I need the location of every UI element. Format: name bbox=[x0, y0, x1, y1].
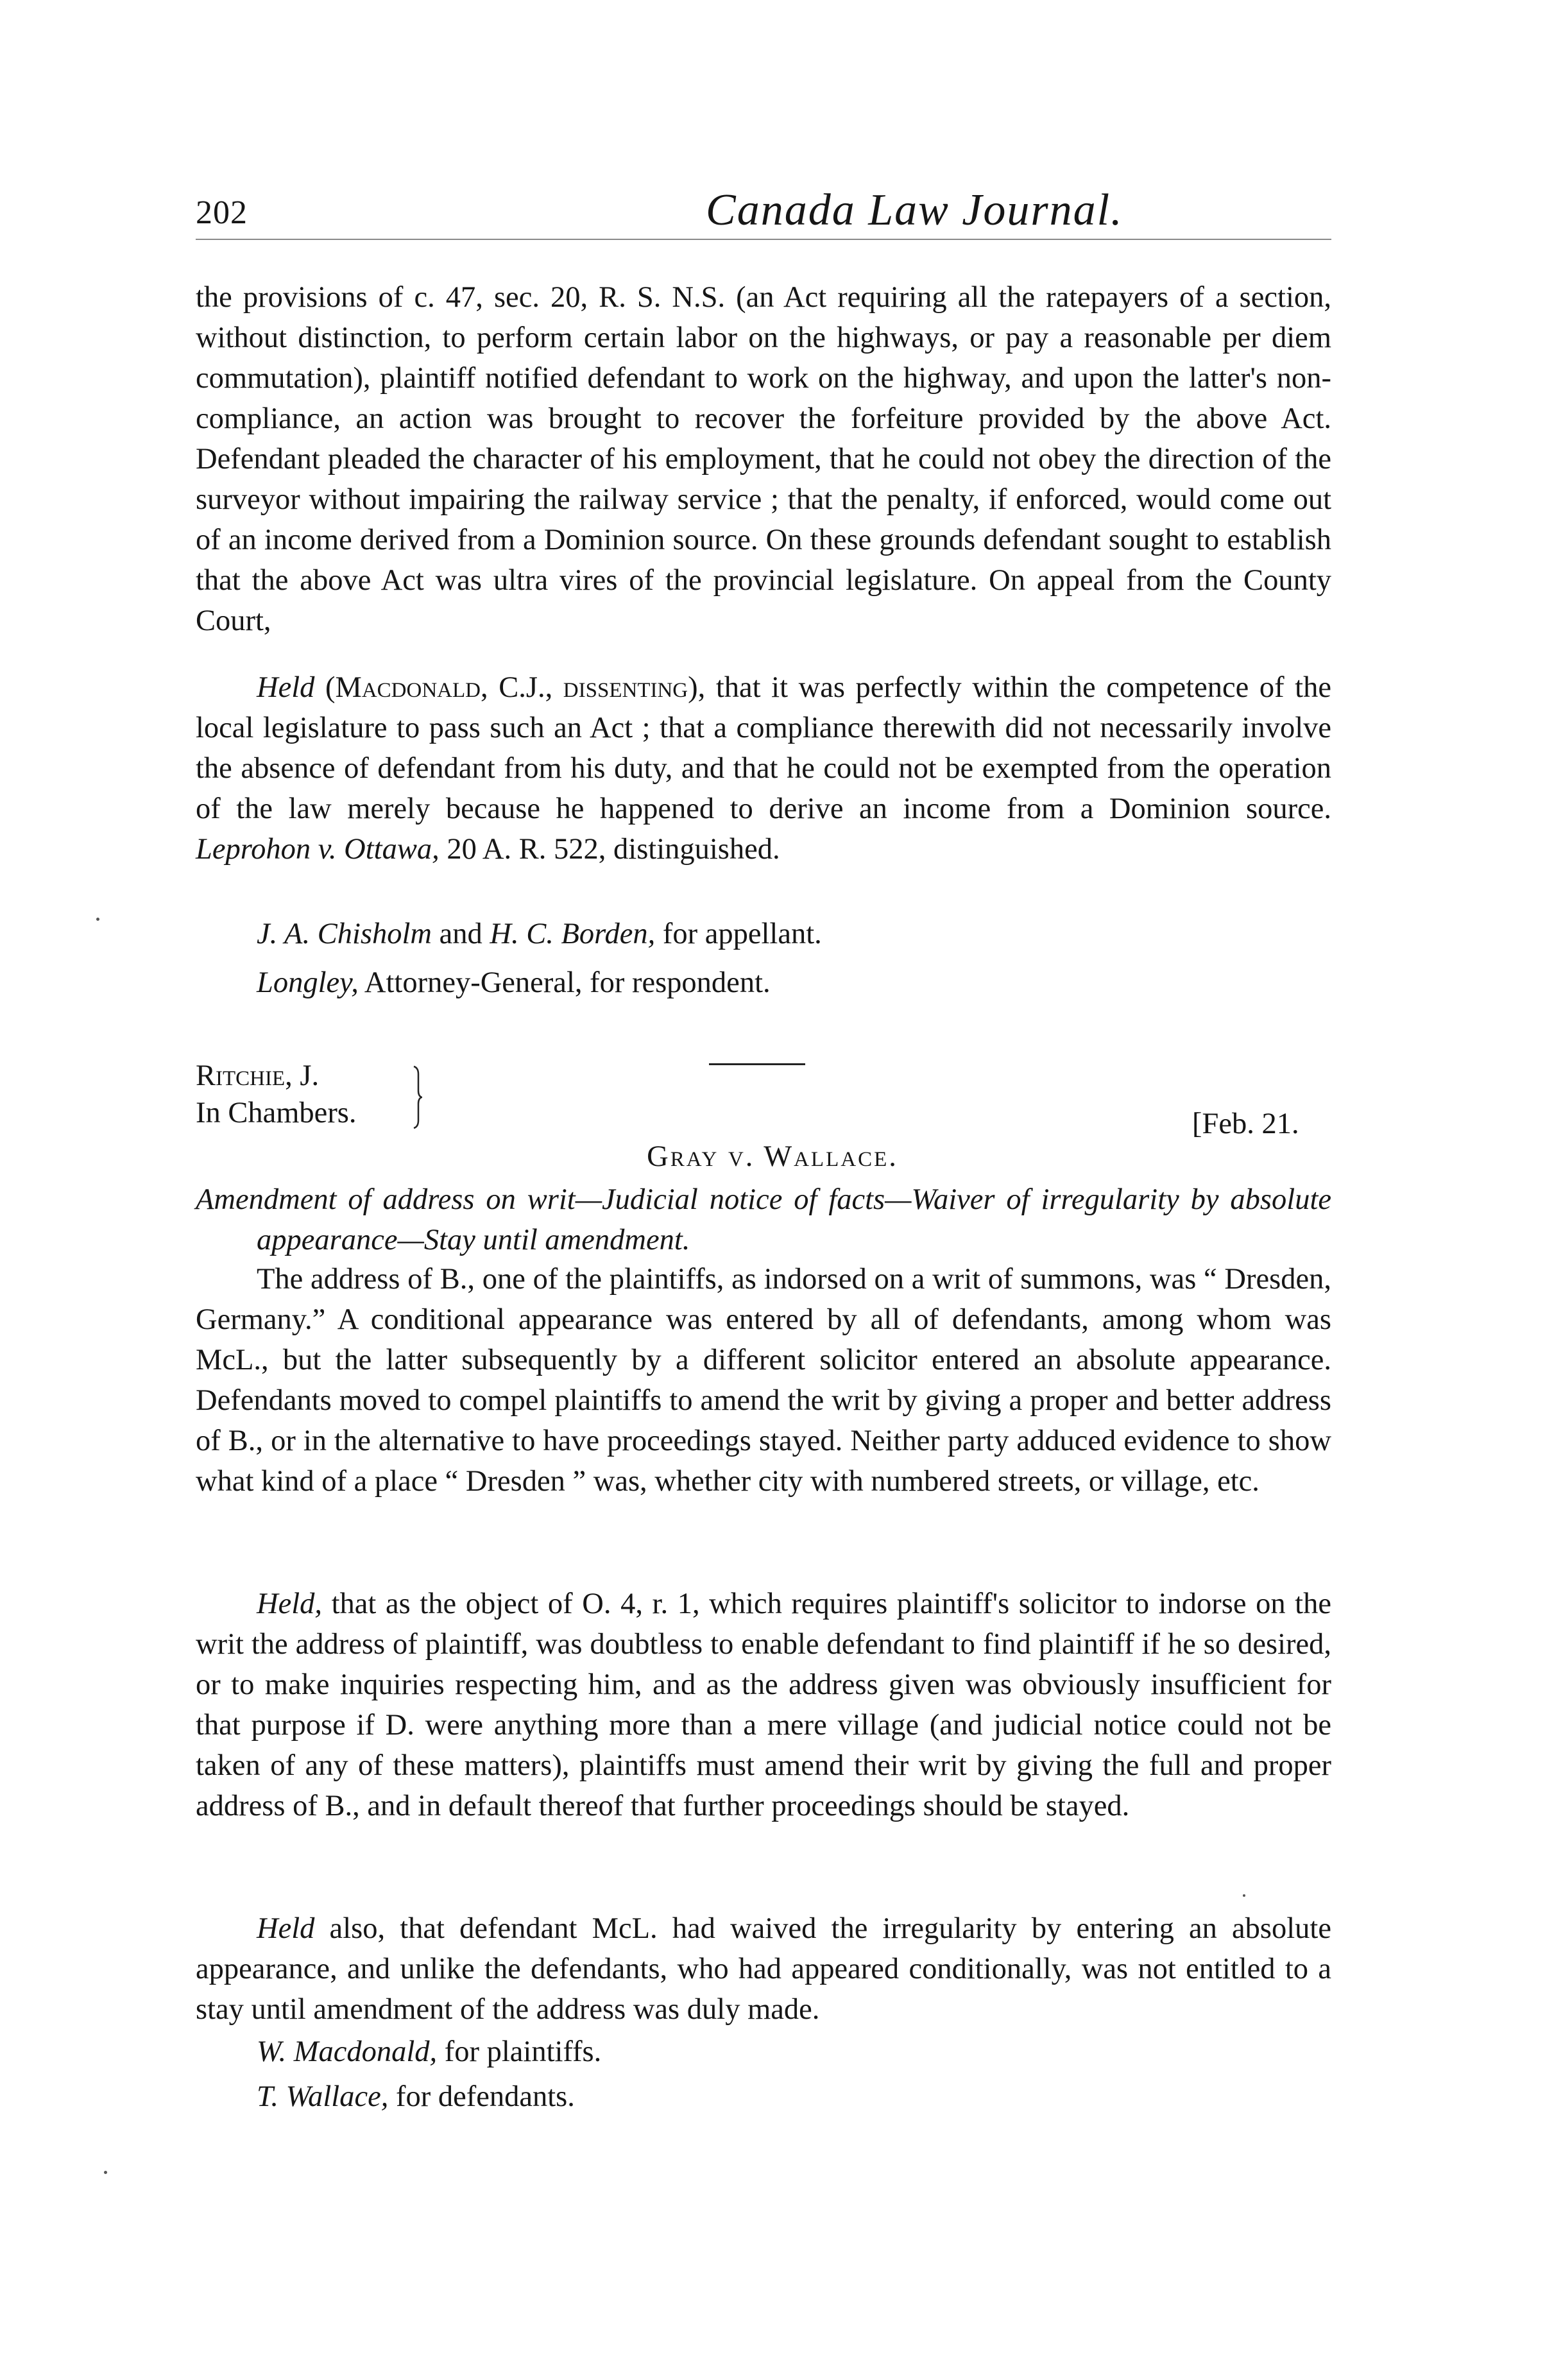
counsel-role: for defendants. bbox=[388, 2080, 575, 2113]
headnote bbox=[196, 1179, 1331, 1260]
held-paragraph-three bbox=[196, 1908, 1331, 2030]
counsel-line bbox=[257, 2076, 575, 2117]
header-rule bbox=[196, 239, 1331, 240]
counsel-role: for appellant. bbox=[655, 918, 822, 950]
judge-name: Ritchie, J. bbox=[196, 1059, 320, 1092]
case-two-facts bbox=[196, 1259, 1331, 1502]
counsel-role: for plaintiffs. bbox=[437, 2035, 602, 2068]
case-title: Gray v. Wallace. bbox=[647, 1140, 898, 1173]
held-lead: Held bbox=[257, 671, 315, 704]
held-paragraph-two bbox=[196, 1584, 1331, 1826]
chambers-label: In Chambers. bbox=[196, 1097, 357, 1129]
counsel-names: J. A. Chisholm bbox=[257, 918, 432, 950]
held-lead: Held, bbox=[257, 1588, 323, 1620]
counsel-join: and bbox=[431, 918, 490, 950]
counsel-names: T. Wallace, bbox=[257, 2080, 389, 2113]
page-number: 202 bbox=[196, 194, 248, 231]
held-lead: Held bbox=[257, 1912, 315, 1945]
citation-rest: 20 A. R. 522, distinguished. bbox=[439, 833, 780, 866]
dissenting-judge: (Macdonald, C.J., dissenting), bbox=[325, 671, 706, 704]
decision-date: [Feb. 21. bbox=[1192, 1108, 1299, 1140]
bench-block bbox=[196, 1057, 357, 1132]
page-header bbox=[196, 185, 1331, 236]
held-text: that it was perfectly within the competence of the local legislature to pass such an Act ; that a compliance therewith did not necessarily involve the absence of defendant from his duty, and that he could not be exempted from the operation of the law merely because he happened to derive an income from a Dominion source. bbox=[196, 671, 1331, 825]
brace-icon bbox=[412, 1065, 422, 1129]
counsel-line bbox=[257, 2032, 601, 2072]
case-two-holding bbox=[196, 1584, 1331, 1826]
scan-speck bbox=[104, 2171, 107, 2174]
counsel-names: W. Macdonald, bbox=[257, 2035, 438, 2068]
opening-paragraph: the provisions of c. 47, sec. 20, R. S. N.S. (an Act requiring all the ratepayers of a section, without distinction, to perform certain labor on the highways, or pay a reasonable per diem commutation), plaintiff notified defendant to work on the highway, and upon the latter's non-compliance, an action was brought to recover the forfeiture provided by the above Act. Defendant pleaded the character of his employment, that he could not obey the direction of the surveyor without impairing the railway service ; that the penalty, if enforced, would come out of an income derived from a Dominion source. On these grounds defendant sought to establish that the above Act was ultra vires of the provincial legislature. On appeal from the County Court, bbox=[196, 281, 1331, 637]
case-citation: Leprohon v. Ottawa, bbox=[196, 833, 440, 866]
counsel-line bbox=[257, 914, 822, 954]
running-title: Canada Law Journal. bbox=[706, 185, 1123, 235]
counsel-names: Longley, bbox=[257, 966, 359, 999]
counsel-names-2: H. C. Borden, bbox=[490, 918, 656, 950]
scan-speck bbox=[1243, 1894, 1245, 1897]
scan-speck bbox=[96, 918, 99, 921]
counsel-role: Attorney-General, for respondent. bbox=[358, 966, 771, 999]
case-two-waiver bbox=[196, 1908, 1331, 2030]
held-paragraph-one bbox=[196, 667, 1331, 869]
case-one-holding bbox=[196, 667, 1331, 869]
headnote-text: Amendment of address on writ—Judicial notice of facts—Waiver of irregularity by absolute appearance—Stay until amendment. bbox=[196, 1183, 1331, 1256]
held-text: also, that defendant McL. had waived the irregularity by entering an absolute appearance, and unlike the defendants, who had appeared conditionally, was not entitled to a stay until amendment of the address was duly made. bbox=[196, 1912, 1331, 2026]
case-separator-rule bbox=[709, 1063, 805, 1065]
case-one-facts bbox=[196, 277, 1331, 641]
counsel-line bbox=[257, 963, 771, 1003]
facts-paragraph: The address of B., one of the plaintiffs, as indorsed on a writ of summons, was “ Dresden, Germany.” A conditional appearance was entered by all of defendants, among whom was McL., but the latter subsequently by a different solicitor entered an absolute appearance. Defendants moved to compel plaintiffs to amend the writ by giving a proper and better address of B., or in the alternative to have proceedings stayed. Neither party adduced evidence to show what kind of a place “ Dresden ” was, whether city with numbered streets, or village, etc. bbox=[196, 1263, 1331, 1498]
held-text: that as the object of O. 4, r. 1, which requires plaintiff's solicitor to indorse on the writ the address of plaintiff, was doubtless to enable defendant to find plaintiff if he so desired, or to make inquiries respecting him, and as the address given was obviously insufficient for that purpose if D. were anything more than a mere village (and judicial notice could not be taken of any of these matters), plaintiffs must amend their writ by giving the full and proper address of B., and in default thereof that further proceedings should be stayed. bbox=[196, 1588, 1331, 1822]
